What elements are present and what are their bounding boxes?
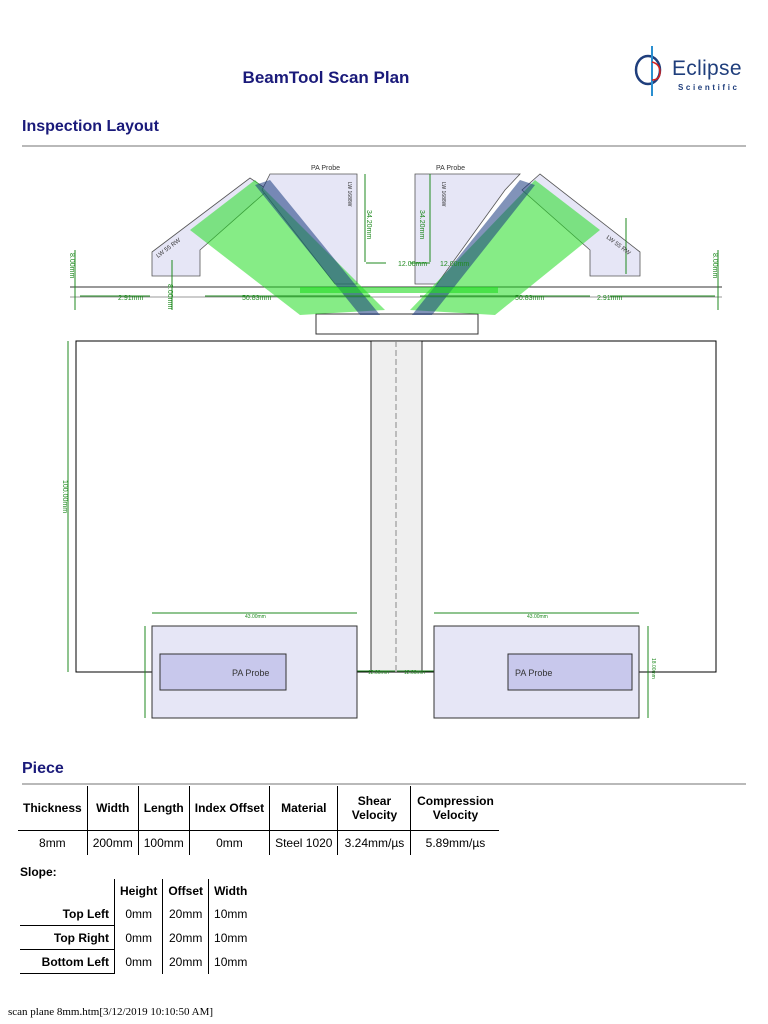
probe-left-label: PA Probe [311, 165, 341, 172]
piece-header-row [18, 786, 499, 831]
col-index-offset: Index Offset [189, 786, 269, 831]
cell-offset: 20mm [163, 902, 209, 926]
col-compression-velocity: Compression Velocity [411, 786, 500, 831]
col-material: Material [270, 786, 338, 831]
col-slope-width: Width [209, 879, 253, 902]
inspection-layout-diagram [0, 150, 768, 730]
slope-table [20, 879, 252, 974]
cell-width: 10mm [209, 950, 253, 974]
dim-slope-left: 8.00mm [166, 284, 173, 310]
cell-height: 0mm [115, 902, 163, 926]
col-shear-velocity: Shear Velocity [338, 786, 411, 831]
dim-offset-right: 2.91mm [597, 295, 623, 302]
row-name: Top Left [20, 902, 115, 926]
logo-word: Eclipse [672, 57, 742, 80]
cell-index-offset: 0mm [189, 831, 269, 856]
cell-width: 10mm [209, 902, 253, 926]
dim-beam-left: 50.83mm [242, 295, 272, 302]
probe-right-label: PA Probe [436, 165, 466, 172]
dim-thickness-right: 8.00mm [711, 253, 718, 279]
dim-probe-height-right: 34.20mm [418, 210, 425, 240]
table-row [18, 831, 499, 856]
cell-offset: 20mm [163, 926, 209, 950]
cell-thickness: 8mm [18, 831, 87, 856]
table-row [20, 950, 252, 974]
top-probe-left-label: PA Probe [232, 668, 270, 678]
wedge-right-text: LW 55 RW [604, 234, 632, 257]
slope-blank-header [20, 879, 115, 902]
wedge-left-text: LW 55 RW [155, 237, 182, 260]
dim-beam-right: 50.83mm [515, 295, 545, 302]
cell-offset: 20mm [163, 950, 209, 974]
slope-label: Slope: [20, 865, 57, 879]
probe-right-vertical-text: LW 1688W [440, 182, 446, 207]
dim-offset-left: 2.91mm [118, 295, 144, 302]
inspection-layout-heading: Inspection Layout [22, 118, 159, 135]
dim-top-probe-left: 43.00mm [245, 614, 266, 620]
dim-thickness-left: 8.00mm [68, 253, 75, 279]
cell-height: 0mm [115, 950, 163, 974]
probe-left-vertical-text: LW 1688W [346, 182, 352, 207]
dim-top-probe-right: 43.00mm [527, 614, 548, 620]
page-footer: scan plane 8mm.htm[3/12/2019 10:10:50 AM] [8, 1006, 214, 1018]
section-divider [22, 783, 746, 785]
dim-index-right: 12.00mm [440, 261, 470, 268]
cell-width: 10mm [209, 926, 253, 950]
cell-compression-velocity: 5.89mm/µs [411, 831, 500, 856]
cell-height: 0mm [115, 926, 163, 950]
col-length: Length [138, 786, 189, 831]
cell-shear-velocity: 3.24mm/µs [338, 831, 411, 856]
cell-width: 200mm [87, 831, 138, 856]
cell-material: Steel 1020 [270, 831, 338, 856]
page-title: BeamTool Scan Plan [242, 68, 410, 87]
weld-cap [316, 314, 478, 334]
row-name: Bottom Left [20, 950, 115, 974]
row-name: Top Right [20, 926, 115, 950]
table-row [20, 902, 252, 926]
dim-index-left: 12.00mm [398, 261, 428, 268]
top-probe-right-label: PA Probe [515, 668, 553, 678]
col-thickness: Thickness [23, 801, 82, 815]
dim-probe-height-left: 34.20mm [365, 210, 372, 240]
logo-subtitle: Scientific [678, 83, 740, 92]
dim-top-index-left: 12.00mm [368, 670, 389, 676]
cell-length: 100mm [138, 831, 189, 856]
piece-table [18, 786, 499, 855]
col-width: Width [87, 786, 138, 831]
table-row [20, 926, 252, 950]
dim-top-index-right: 12.00mm [404, 670, 425, 676]
dim-length: 100.00mm [61, 480, 68, 514]
dim-top-probe-height: 18.00mm [650, 658, 656, 679]
col-height: Height [115, 879, 163, 902]
section-divider [22, 145, 746, 147]
col-offset: Offset [163, 879, 209, 902]
slope-header-row [20, 879, 252, 902]
piece-heading: Piece [22, 760, 64, 777]
